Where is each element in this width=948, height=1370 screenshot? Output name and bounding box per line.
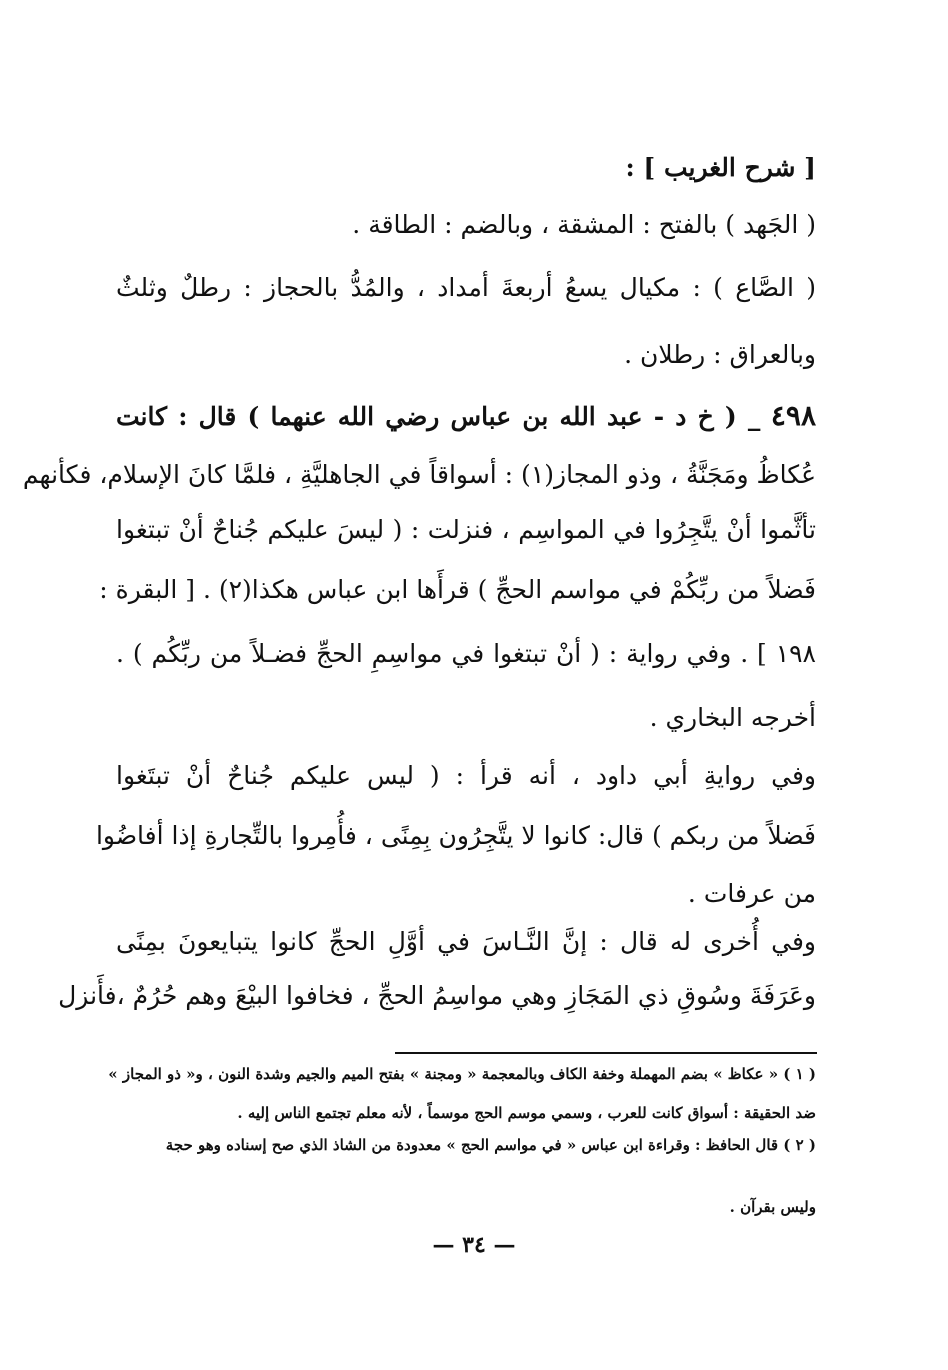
hadith-opening-line bbox=[116, 398, 816, 435]
other-narration-line: وفي أُخرى له قال : إنَّ النَّـاسَ في أوَّلِ الحجِّ كانوا يتبايعونَ بمِنًى bbox=[116, 927, 816, 956]
glossary-line: ( الجَهد ) بالفتح : المشقة ، وبالضم : الطاقة . bbox=[352, 210, 816, 239]
footnote-line: وليس بقرآن . bbox=[729, 1198, 816, 1216]
other-narration-line: وعَرَفَةَ وسُوقِ ذي المَجَازِ وهي مواسِمُ الحجِّ ، فخافوا البيْعَ وهم حُرُمٌ ،فأَنزل bbox=[58, 981, 816, 1010]
footnote-line: ( ٢ ) قال الحافظ : وقراءة ابن عباس « في مواسم الحج » معدودة من الشاذ الذي صح إسناده وهو حجة bbox=[165, 1136, 816, 1154]
footnote-line: ضد الحقيقة : أسواق كانت للعرب ، وسمي موسم الحج موسماً ، لأنه معلم تجتمع الناس إليه . bbox=[237, 1104, 816, 1122]
hadith-line: فَضلاً من ربِّكُمْ في مواسم الحجِّ ) قرأَها ابن عباس هكذا(٢) . [ البقرة : bbox=[99, 575, 816, 604]
abu-dawud-line: من عرفات . bbox=[687, 879, 816, 908]
hadith-line: عُكاظُ ومَجَنَّةُ ، وذو المجاز(١) : أسواقاً في الجاهليَّةِ ، فلمَّا كانَ الإسلام، فكأنهم bbox=[22, 460, 816, 489]
glossary-heading: [ شرح الغريب ] : bbox=[625, 153, 816, 182]
abu-dawud-line: وفي روايةِ أبي داود ، أنه قرأ : ( ليس عليكم جُناحٌ أنْ تبتَغوا bbox=[116, 761, 816, 790]
hadith-line: أخرجه البخاري . bbox=[649, 703, 816, 732]
hadith-line: ١٩٨ ] . وفي رواية : ( أنْ تبتغوا في مواسِمِ الحجِّ فضـلاً من ربِّكُم ) . bbox=[116, 639, 816, 668]
glossary-line: ( الصَّاع ) : مكيال يسعُ أربعةَ أمداد ، والمُدُّ بالحجاز : رطلٌ وثلثٌ bbox=[116, 273, 816, 302]
footnote-separator bbox=[395, 1052, 817, 1054]
hadith-number: ٤٩٨ bbox=[770, 399, 816, 432]
footnote-line: ( ١ ) « عكاظ » بضم المهملة وخفة الكاف وبالمعجمة « ومجنة » بفتح الميم والجيم وشدة النون ، و« ذو المجاز » bbox=[108, 1065, 816, 1083]
hadith-line: تأثَّموا أنْ يتَّجِرُوا في المواسِم ، فنزلت : ( ليسَ عليكم جُناحٌ أنْ تبتغوا bbox=[116, 515, 816, 544]
abu-dawud-line: فَضلاً من ربكم ) قال: كانوا لا يتَّجِرُون بِمِنًى ، فأُمِروا بالتِّجارةِ إذا أفاضُوا bbox=[95, 821, 816, 850]
page-number: — ٣٤ — bbox=[432, 1232, 516, 1258]
hadith-source: _ ( خ د - عبد الله بن عباس رضي الله عنهما ) قال : كانت bbox=[116, 402, 761, 431]
glossary-line: وبالعراق : رطلان . bbox=[624, 340, 816, 369]
